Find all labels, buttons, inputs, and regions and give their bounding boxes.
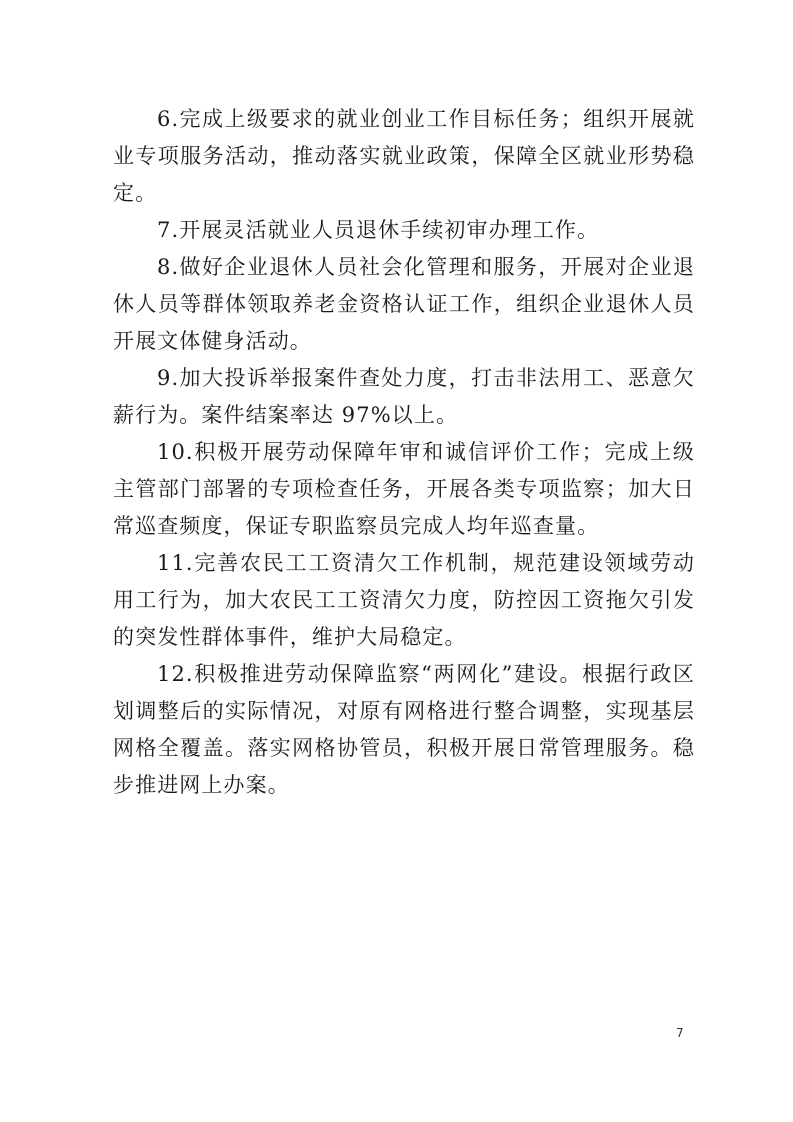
page-number: 7 — [676, 1026, 684, 1040]
paragraph-item-8: 8.做好企业退休人员社会化管理和服务，开展对企业退休人员等群体领取养老金资格认证工作，组织企业退休人员开展文体健身活动。 — [113, 255, 695, 353]
paragraph-item-12: 12.积极推进劳动保障监察“两网化”建设。根据行政区划调整后的实际情况，对原有网格进行整合调整，实现基层网格全覆盖。落实网格协管员，积极开展日常管理服务。稳步推进网上办案。 — [113, 662, 695, 797]
paragraph-item-6: 6.完成上级要求的就业创业工作目标任务；组织开展就业专项服务活动，推动落实就业政策，保障全区就业形势稳定。 — [113, 107, 695, 205]
document-body — [113, 101, 695, 804]
paragraph-item-9: 9.加大投诉举报案件查处力度，打击非法用工、恶意欠薪行为。案件结案率达 97%以上。 — [113, 366, 695, 427]
paragraph-item-7: 7.开展灵活就业人员退休手续初审办理工作。 — [157, 218, 600, 242]
paragraph-item-11: 11.完善农民工工资清欠工作机制，规范建设领域劳动用工行为，加大农民工工资清欠力度，防控因工资拖欠引发的突发性群体事件，维护大局稳定。 — [113, 551, 695, 649]
paragraph-item-10: 10.积极开展劳动保障年审和诚信评价工作；完成上级主管部门部署的专项检查任务，开展各类专项监察；加大日常巡查频度，保证专职监察员完成人均年巡查量。 — [113, 440, 695, 538]
